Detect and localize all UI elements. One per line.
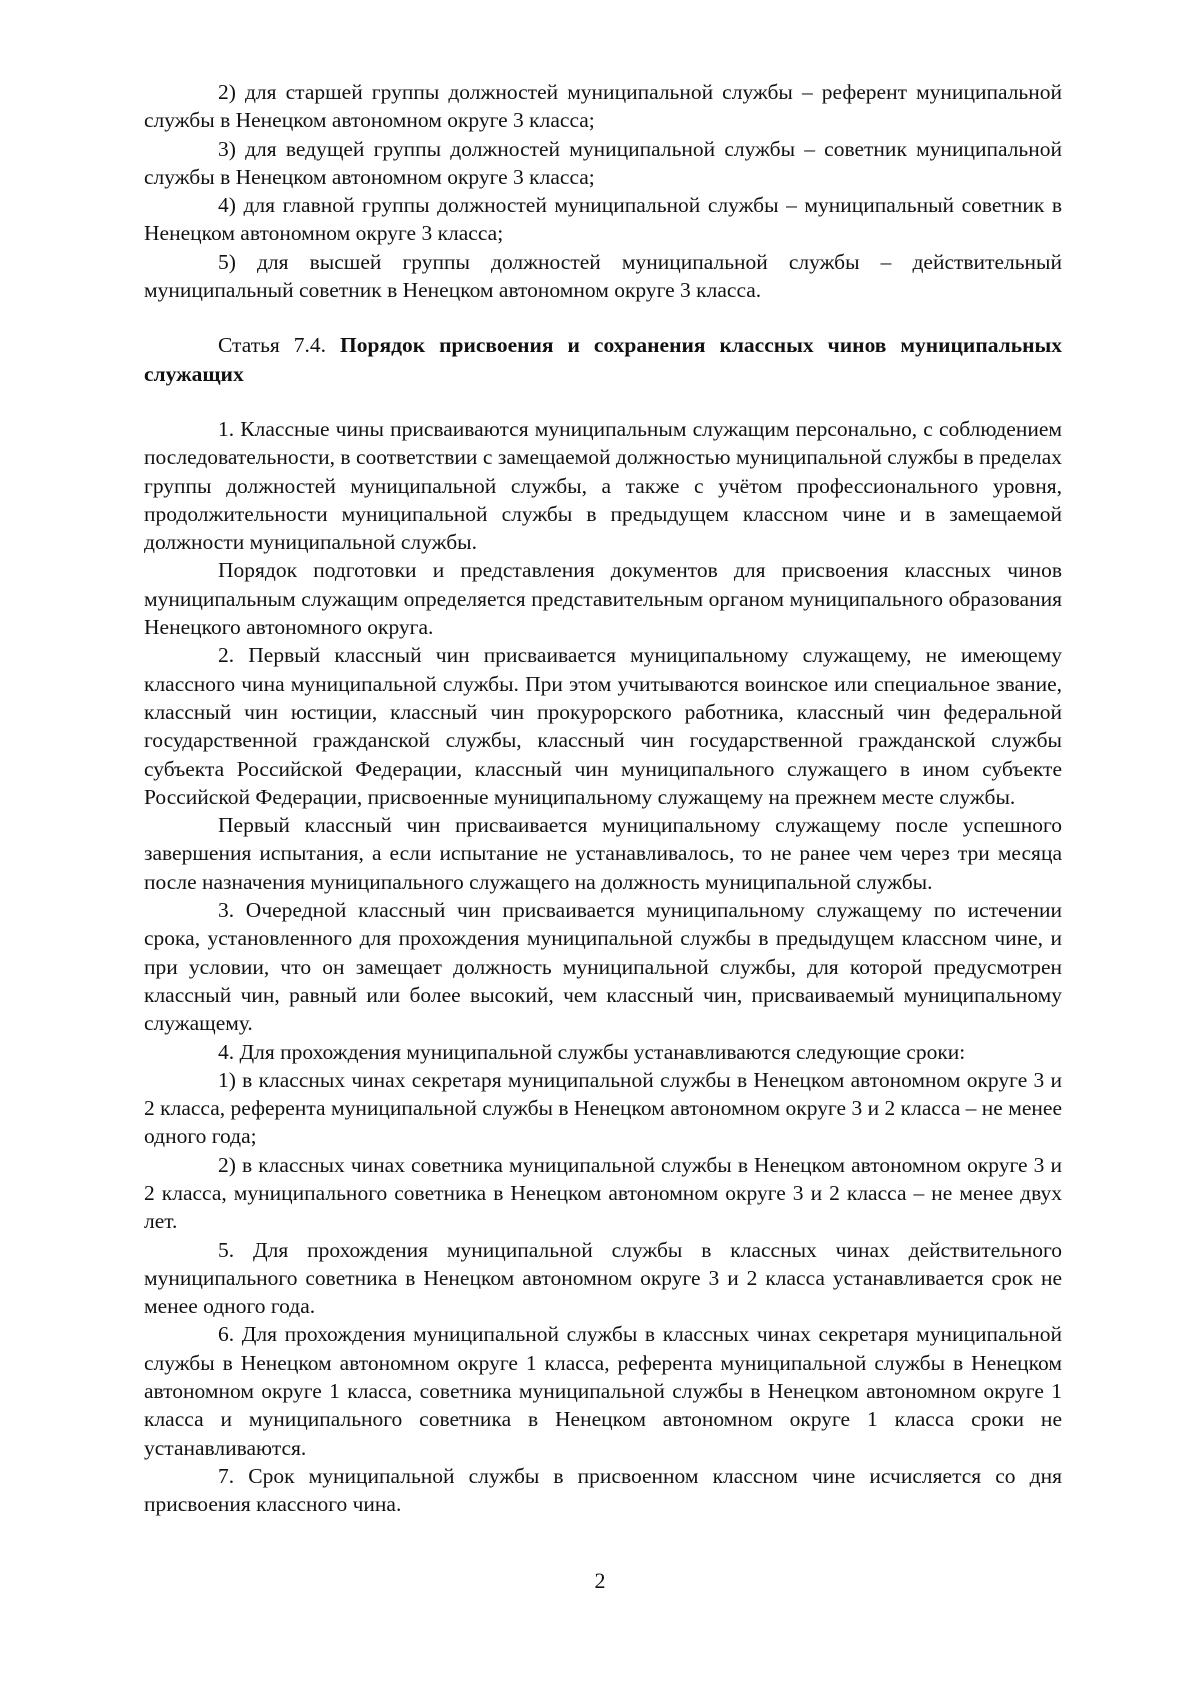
list-item-leading-group: 3) для ведущей группы должностей муниципальной службы – советник муниципальной службы в Ненецком автономном округе 3 класса; <box>144 136 1062 189</box>
article-heading <box>144 331 1062 388</box>
article-label: Статья 7.4. <box>218 333 327 358</box>
paragraph-7: 7. Срок муниципальной службы в присвоенном классном чине исчисляется со дня присвоения классного чина. <box>144 1463 1062 1517</box>
paragraph-4-item-2: 2) в классных чинах советника муниципальной службы в Ненецком автономном округе 3 и 2 класса, муниципального советника в Ненецком автономном округе 3 и 2 класса – не менее двух лет. <box>144 1152 1062 1234</box>
article-title: Порядок присвоения и сохранения классных чинов муниципальных служащих <box>144 333 1063 386</box>
paragraph-1-procedure: Порядок подготовки и представления документов для присвоения классных чинов муниципальным служащим определяется представительным органом муниципального образования Ненецкого автономного округа. <box>144 558 1062 640</box>
list-item-senior-group: 2) для старшей группы должностей муниципальной службы – референт муниципальной службы в Ненецком автономном округе 3 класса; <box>144 80 1062 133</box>
list-item-main-group: 4) для главной группы должностей муниципальной службы – муниципальный советник в Ненецком автономном округе 3 класса; <box>144 193 1062 246</box>
paragraph-2-first-rank: Первый классный чин присваивается муниципальному служащему после успешного завершения испытания, а если испытание не устанавливалось, то не ранее чем через три месяца после назначения муниципального служащего на должность муниципальной службы. <box>144 813 1062 894</box>
document-page <box>144 78 1062 1519</box>
list-item-highest-group: 5) для высшей группы должностей муниципальной службы – действительный муниципальный советник в Ненецком автономном округе 3 класса. <box>144 249 1062 303</box>
paragraph-4-item-1: 1) в классных чинах секретаря муниципальной службы в Ненецком автономном округе 3 и 2 класса, референта муниципальной службы в Ненецком автономном округе 3 и 2 класса – не менее одного года; <box>144 1067 1062 1149</box>
paragraph-2: 2. Первый классный чин присваивается муниципальному служащему, не имеющему классного чина муниципальной службы. При этом учитываются воинское или специальное звание, классный чин юстиции, классный чин прокурорского работника, классный чин федеральной государственной гражданской службы, классный чин государственной гражданской службы субъекта Российской Федерации, классный чин муниципального служащего в ином субъекте Российской Федерации, присвоенные муниципальному служащему на прежнем месте службы. <box>144 643 1062 809</box>
paragraph-6: 6. Для прохождения муниципальной службы в классных чинах секретаря муниципальной службы в Ненецком автономном округе 1 класса, референта муниципальной службы в Ненецком автономном округе 1 класса, советника муниципальной службы в Ненецком автономном округе 1 класса и муниципального советника в Ненецком автономном округе 1 класса сроки не устанавливаются. <box>144 1322 1062 1460</box>
paragraph-5: 5. Для прохождения муниципальной службы в классных чинах действительного муниципального советника в Ненецком автономном округе 3 и 2 класса устанавливается срок не менее одного года. <box>144 1237 1062 1319</box>
paragraph-3: 3. Очередной классный чин присваивается муниципальному служащему по истечении срока, установленного для прохождения муниципальной службы в предыдущем классном чине, и при условии, что он замещает должность муниципальной службы, для которой предусмотрен классный чин, равный или более высокий, чем классный чин, присваиваемый муниципальному служащему. <box>144 898 1062 1036</box>
paragraph-4: 4. Для прохождения муниципальной службы устанавливаются следующие сроки: <box>218 1039 966 1064</box>
page-number: 2 <box>594 1568 606 1593</box>
paragraph-1: 1. Классные чины присваиваются муниципальным служащим персонально, с соблюдением последовательности, в соответствии с замещаемой должностью муниципальной службы в пределах группы должностей муниципальной службы, а также с учётом профессионального уровня, продолжительности муниципальной службы в предыдущем классном чине и в замещаемой должности муниципальной службы. <box>144 416 1062 555</box>
